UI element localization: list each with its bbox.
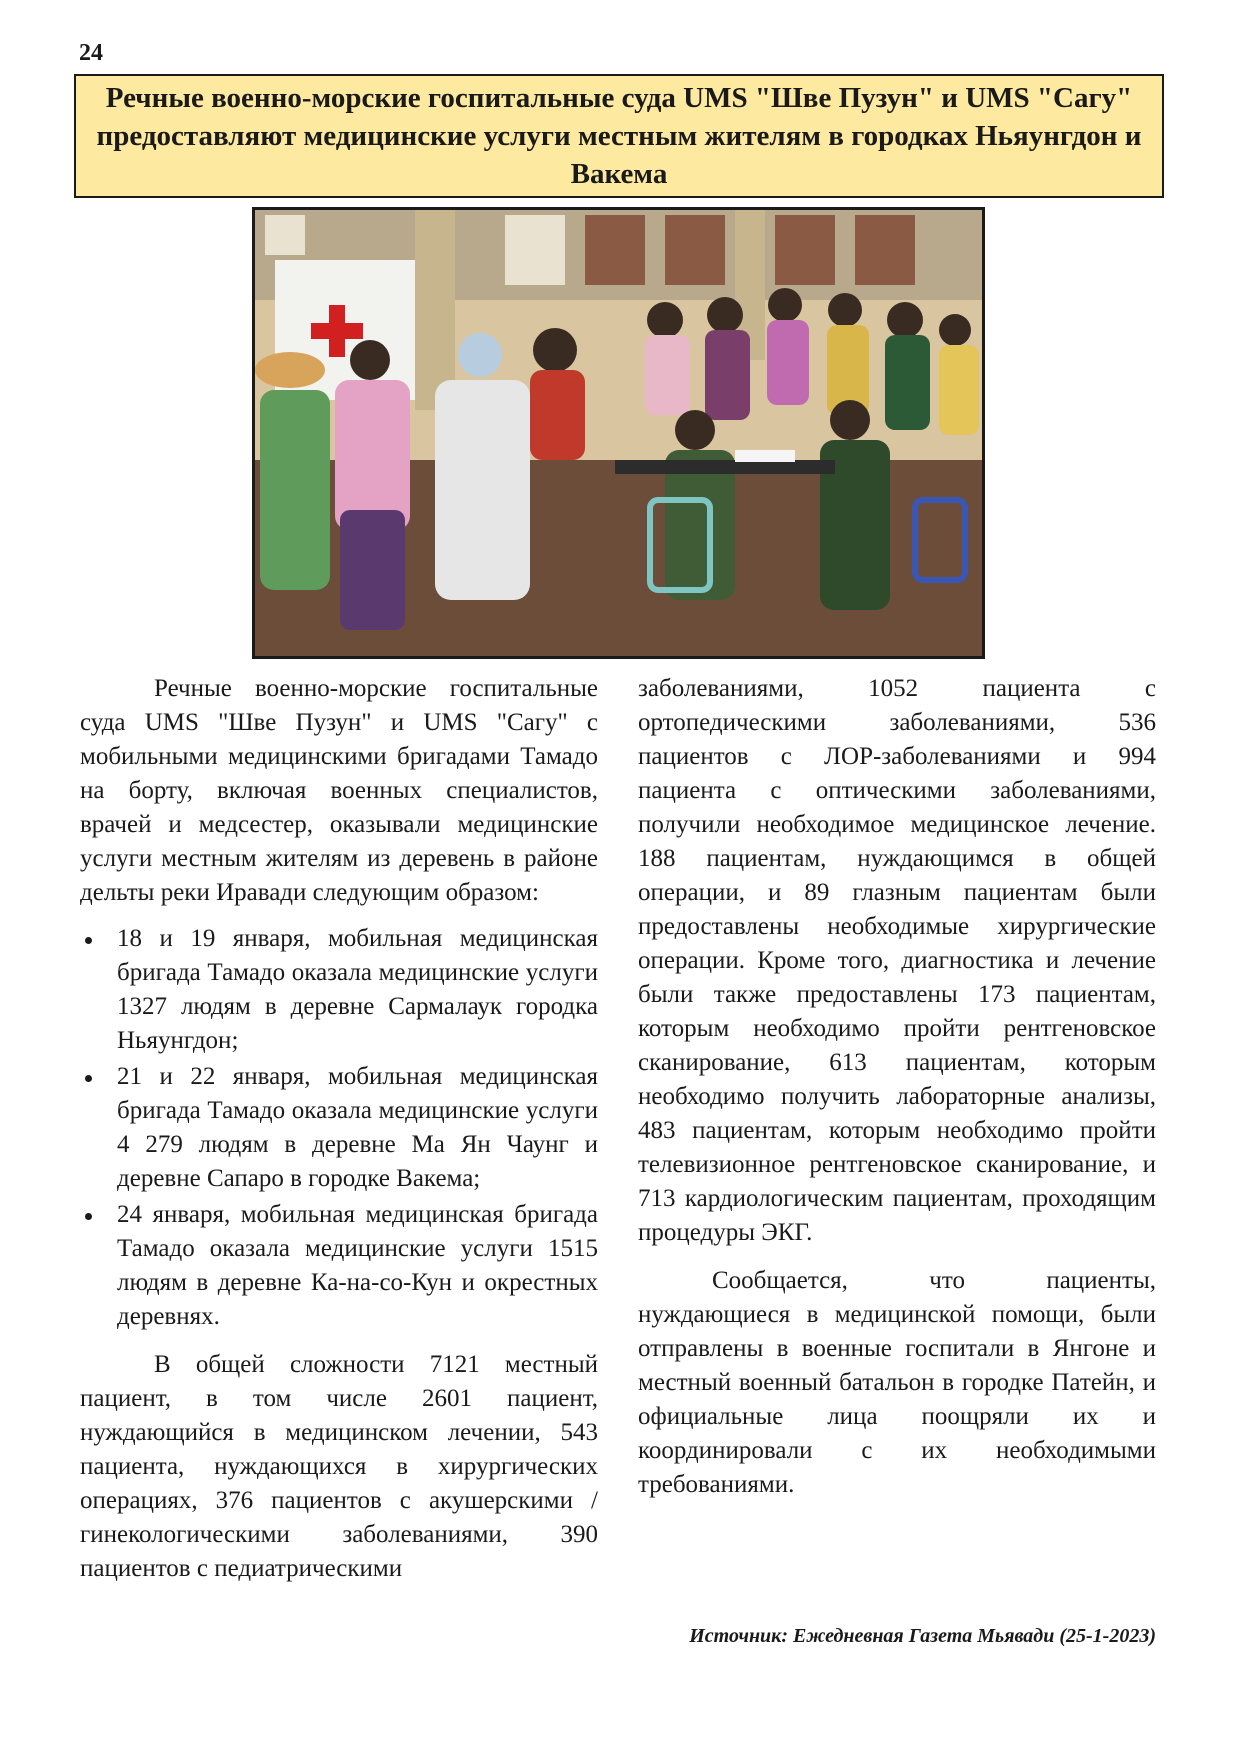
summary-paragraph-continued: заболеваниями, 1052 пациента с ортопедическими заболеваниями, 536 пациентов с ЛОР-заболеваниями и 994 пациента с оптическими заболеваниями, получили необходимое медицинское лечение. 188 пациентам, нуждающимся в общей операции, и 89 глазным пациентам были предоставлены необходимые хирургические операции. Кроме того, диагностика и лечение были также предоставлены 173 пациентам, которым необходимо пройти рентгеновское сканирование, 613 пациентам, которым необходимо получить лабораторные анализы, 483 пациентам, которым необходимо пройти телевизионное рентгеновское сканирование, и 713 кардиологическим пациентам, проходящим процедуры ЭКГ. [638,675,1156,1246]
article-title: Речные военно-морские госпитальные суда UMS "Шве Пузун" и UMS "Сагу" предоставляют медицинские услуги местным жителям в городках Ньяунгдон и Вакема [96,82,1142,190]
page-number: 24 [79,40,103,66]
list-item [80,1198,598,1334]
list-item-text: 18 и 19 января, мобильная медицинская бригада Тамадо оказала медицинские услуги 1327 людям в деревне Сармалаук городка Ньяунгдон; [117,925,598,1054]
bullet-icon [85,1075,92,1082]
left-column [80,672,598,1586]
closing-paragraph: Сообщается, что пациенты, нуждающиеся в медицинской помощи, были отправлены в военные госпитали в Янгоне и местный военный батальон в городке Патейн, и официальные лица поощряли их и координировали с их необходимыми требованиями. [638,1267,1156,1498]
event-list [80,922,598,1334]
title-box [74,74,1164,198]
list-item [80,1060,598,1196]
bullet-icon [85,1213,92,1220]
list-item [80,922,598,1058]
right-column [638,672,1156,1502]
intro-paragraph: Речные военно-морские госпитальные суда UMS "Шве Пузун" и UMS "Сагу" с мобильными медицинскими бригадами Тамадо на борту, включая военных специалистов, врачей и медсестер, оказывали медицинские услуги местным жителям из деревень в районе дельты реки Иравади следующим образом: [80,675,598,906]
list-item-text: 24 января, мобильная медицинская бригада Тамадо оказала медицинские услуги 1515 людям в деревне Ка-на-со-Кун и окрестных деревнях. [117,1201,598,1330]
photo-illustration [255,210,982,656]
source-attribution: Источник: Ежедневная Газета Мьявади (25-1-2023) [689,1625,1156,1647]
summary-paragraph-start: В общей сложности 7121 местный пациент, в том числе 2601 пациент, нуждающийся в медицинском лечении, 543 пациента, нуждающихся в хирургических операциях, 376 пациентов с акушерскими / гинекологическими заболеваниями, 390 пациентов с педиатрическими [80,1351,598,1582]
article-photo [252,207,985,659]
bullet-icon [85,937,92,944]
list-item-text: 21 и 22 января, мобильная медицинская бригада Тамадо оказала медицинские услуги 4 279 людям в деревне Ма Ян Чаунг и деревне Сапаро в городке Вакема; [117,1063,598,1192]
